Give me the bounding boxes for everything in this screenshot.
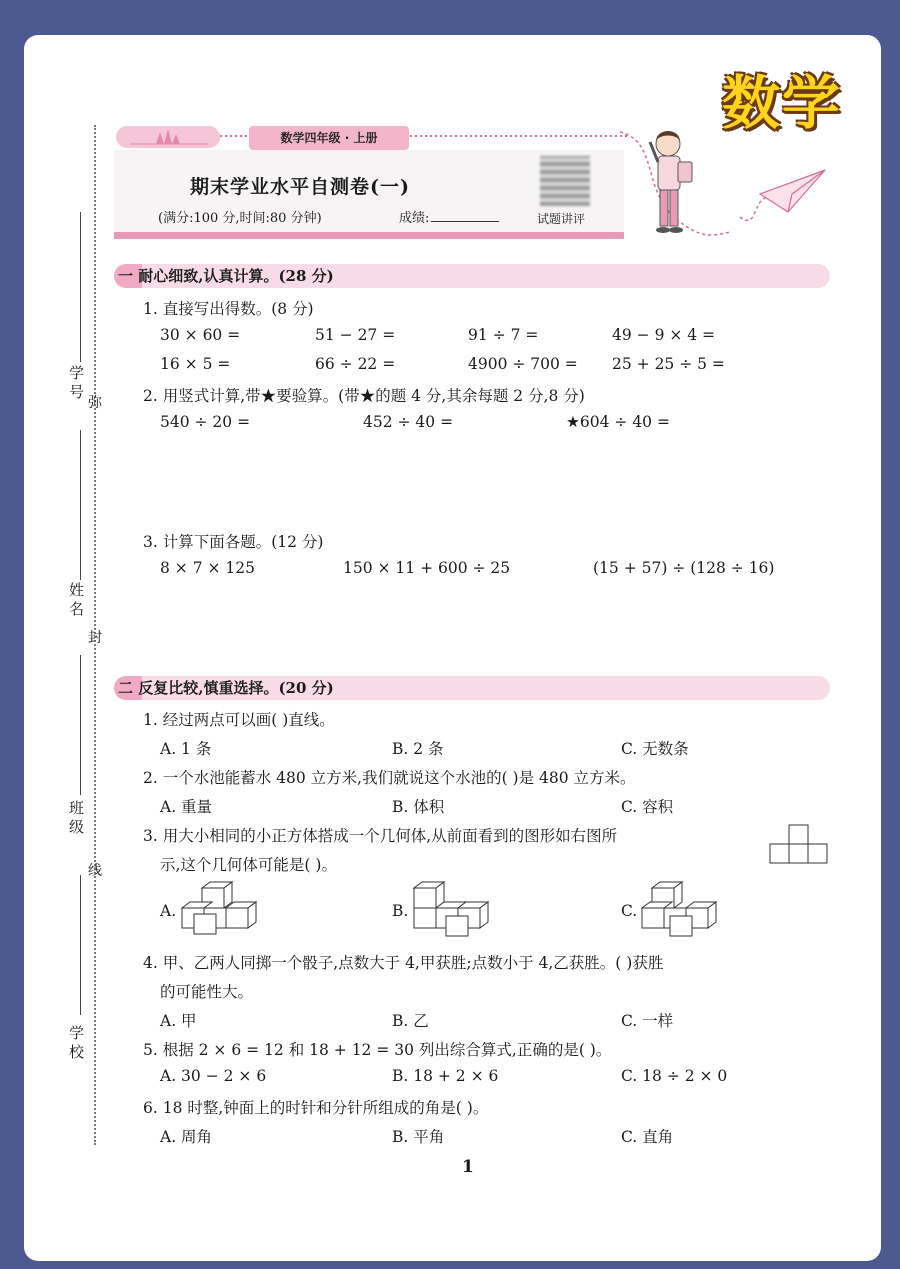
binding-label-student-id: 学号 — [67, 365, 85, 403]
cube-figure-a — [180, 880, 260, 940]
section1-title: 一 耐心细致,认真计算。(28 分) — [118, 267, 334, 285]
option-b: B. 体积 — [392, 798, 445, 816]
option-b: B. 乙 — [392, 1012, 429, 1030]
expression-item: 8 × 7 × 125 — [160, 559, 255, 577]
trees-icon — [116, 126, 220, 148]
vertical-calc-item: 540 ÷ 20 = — [160, 413, 251, 431]
option-a: A. — [160, 902, 177, 920]
question-2-3-prompt-line1: 3. 用大小相同的小正方体搭成一个几何体,从前面看到的图形如右图所 — [143, 827, 618, 845]
expression-item: (15 + 57) ÷ (128 ÷ 16) — [593, 559, 775, 577]
section2-title: 二 反复比较,慎重选择。(20 分) — [118, 679, 334, 697]
calc-item: 66 ÷ 22 = — [315, 355, 396, 373]
calc-item: 4900 ÷ 700 = — [468, 355, 578, 373]
calc-item: 51 − 27 = — [315, 326, 396, 344]
question-2-3-prompt-line2: 示,这个几何体可能是( )。 — [160, 856, 337, 874]
binding-blank-class — [80, 655, 81, 795]
option-c: C. 无数条 — [621, 740, 689, 758]
paper-plane-icon — [760, 170, 825, 212]
binding-mark-xian: 线 — [88, 863, 102, 879]
binding-label-name: 姓名 — [67, 582, 85, 620]
question-1-1-prompt: 1. 直接写出得数。(8 分) — [143, 300, 314, 318]
header-underline — [114, 232, 624, 239]
option-a: A. 重量 — [160, 798, 213, 816]
cube-figure-b — [412, 880, 492, 940]
question-2-5-prompt: 5. 根据 2 × 6 = 12 和 18 + 12 = 30 列出综合算式,正确的是( )。 — [143, 1041, 612, 1059]
option-c: C. 容积 — [621, 798, 674, 816]
option-b: B. 18 + 2 × 6 — [392, 1067, 499, 1085]
exam-title: 期末学业水平自测卷(一) — [190, 176, 410, 198]
option-b: B. — [392, 902, 409, 920]
vertical-calc-item: 452 ÷ 40 = — [363, 413, 454, 431]
page-number: 1 — [462, 1157, 474, 1177]
question-1-3-prompt: 3. 计算下面各题。(12 分) — [143, 533, 324, 551]
question-1-2-prompt: 2. 用竖式计算,带★要验算。(带★的题 4 分,其余每题 2 分,8 分) — [143, 387, 585, 405]
option-a: A. 30 − 2 × 6 — [160, 1067, 267, 1085]
student-illustration — [600, 122, 830, 247]
calc-item: 49 − 9 × 4 = — [612, 326, 716, 344]
cube-figure-c — [640, 880, 720, 940]
score-label: 成绩: — [399, 211, 430, 226]
header-decor-tag — [116, 126, 220, 148]
qr-code-icon — [540, 156, 590, 206]
subject-title: 数学 — [722, 69, 843, 137]
binding-blank-name — [80, 430, 81, 580]
exam-info: (满分:100 分,时间:80 分钟) — [158, 211, 322, 226]
vertical-calc-item: ★604 ÷ 40 = — [566, 413, 670, 431]
question-2-2-prompt: 2. 一个水池能蓄水 480 立方米,我们就说这个水池的( )是 480 立方米。 — [143, 769, 636, 787]
binding-blank-school — [80, 875, 81, 1015]
binding-mark-feng: 封 — [88, 630, 102, 646]
question-2-1-prompt: 1. 经过两点可以画( )直线。 — [143, 711, 335, 729]
option-b: B. 2 条 — [392, 740, 444, 758]
option-c: C. 一样 — [621, 1012, 674, 1030]
qr-label: 试题讲评 — [537, 212, 586, 226]
score-field — [399, 207, 499, 226]
option-a: A. 甲 — [160, 1012, 197, 1030]
option-c: C. — [621, 902, 638, 920]
binding-label-class: 班级 — [67, 800, 85, 838]
option-c: C. 直角 — [621, 1128, 674, 1146]
front-view-figure — [768, 823, 830, 865]
binding-blank-student-id — [80, 212, 81, 362]
boy-icon — [650, 131, 692, 233]
binding-label-school: 学校 — [67, 1025, 85, 1063]
expression-item: 150 × 11 + 600 ÷ 25 — [343, 559, 511, 577]
calc-item: 25 + 25 ÷ 5 = — [612, 355, 725, 373]
grade-tag: 数学四年级 · 上册 — [249, 126, 409, 150]
option-a: A. 周角 — [160, 1128, 213, 1146]
question-2-4-prompt-line2: 的可能性大。 — [160, 983, 254, 1001]
calc-item: 91 ÷ 7 = — [468, 326, 539, 344]
calc-item: 16 × 5 = — [160, 355, 231, 373]
option-c: C. 18 ÷ 2 × 0 — [621, 1067, 728, 1085]
option-b: B. 平角 — [392, 1128, 445, 1146]
score-blank — [431, 221, 499, 222]
option-a: A. 1 条 — [160, 740, 212, 758]
binding-mark-mi: 弥 — [88, 395, 102, 411]
calc-item: 30 × 60 = — [160, 326, 241, 344]
question-2-4-prompt-line1: 4. 甲、乙两人同掷一个骰子,点数大于 4,甲获胜;点数小于 4,乙获胜。( )获胜 — [143, 954, 664, 972]
question-2-6-prompt: 6. 18 时整,钟面上的时针和分针所组成的角是( )。 — [143, 1099, 489, 1117]
